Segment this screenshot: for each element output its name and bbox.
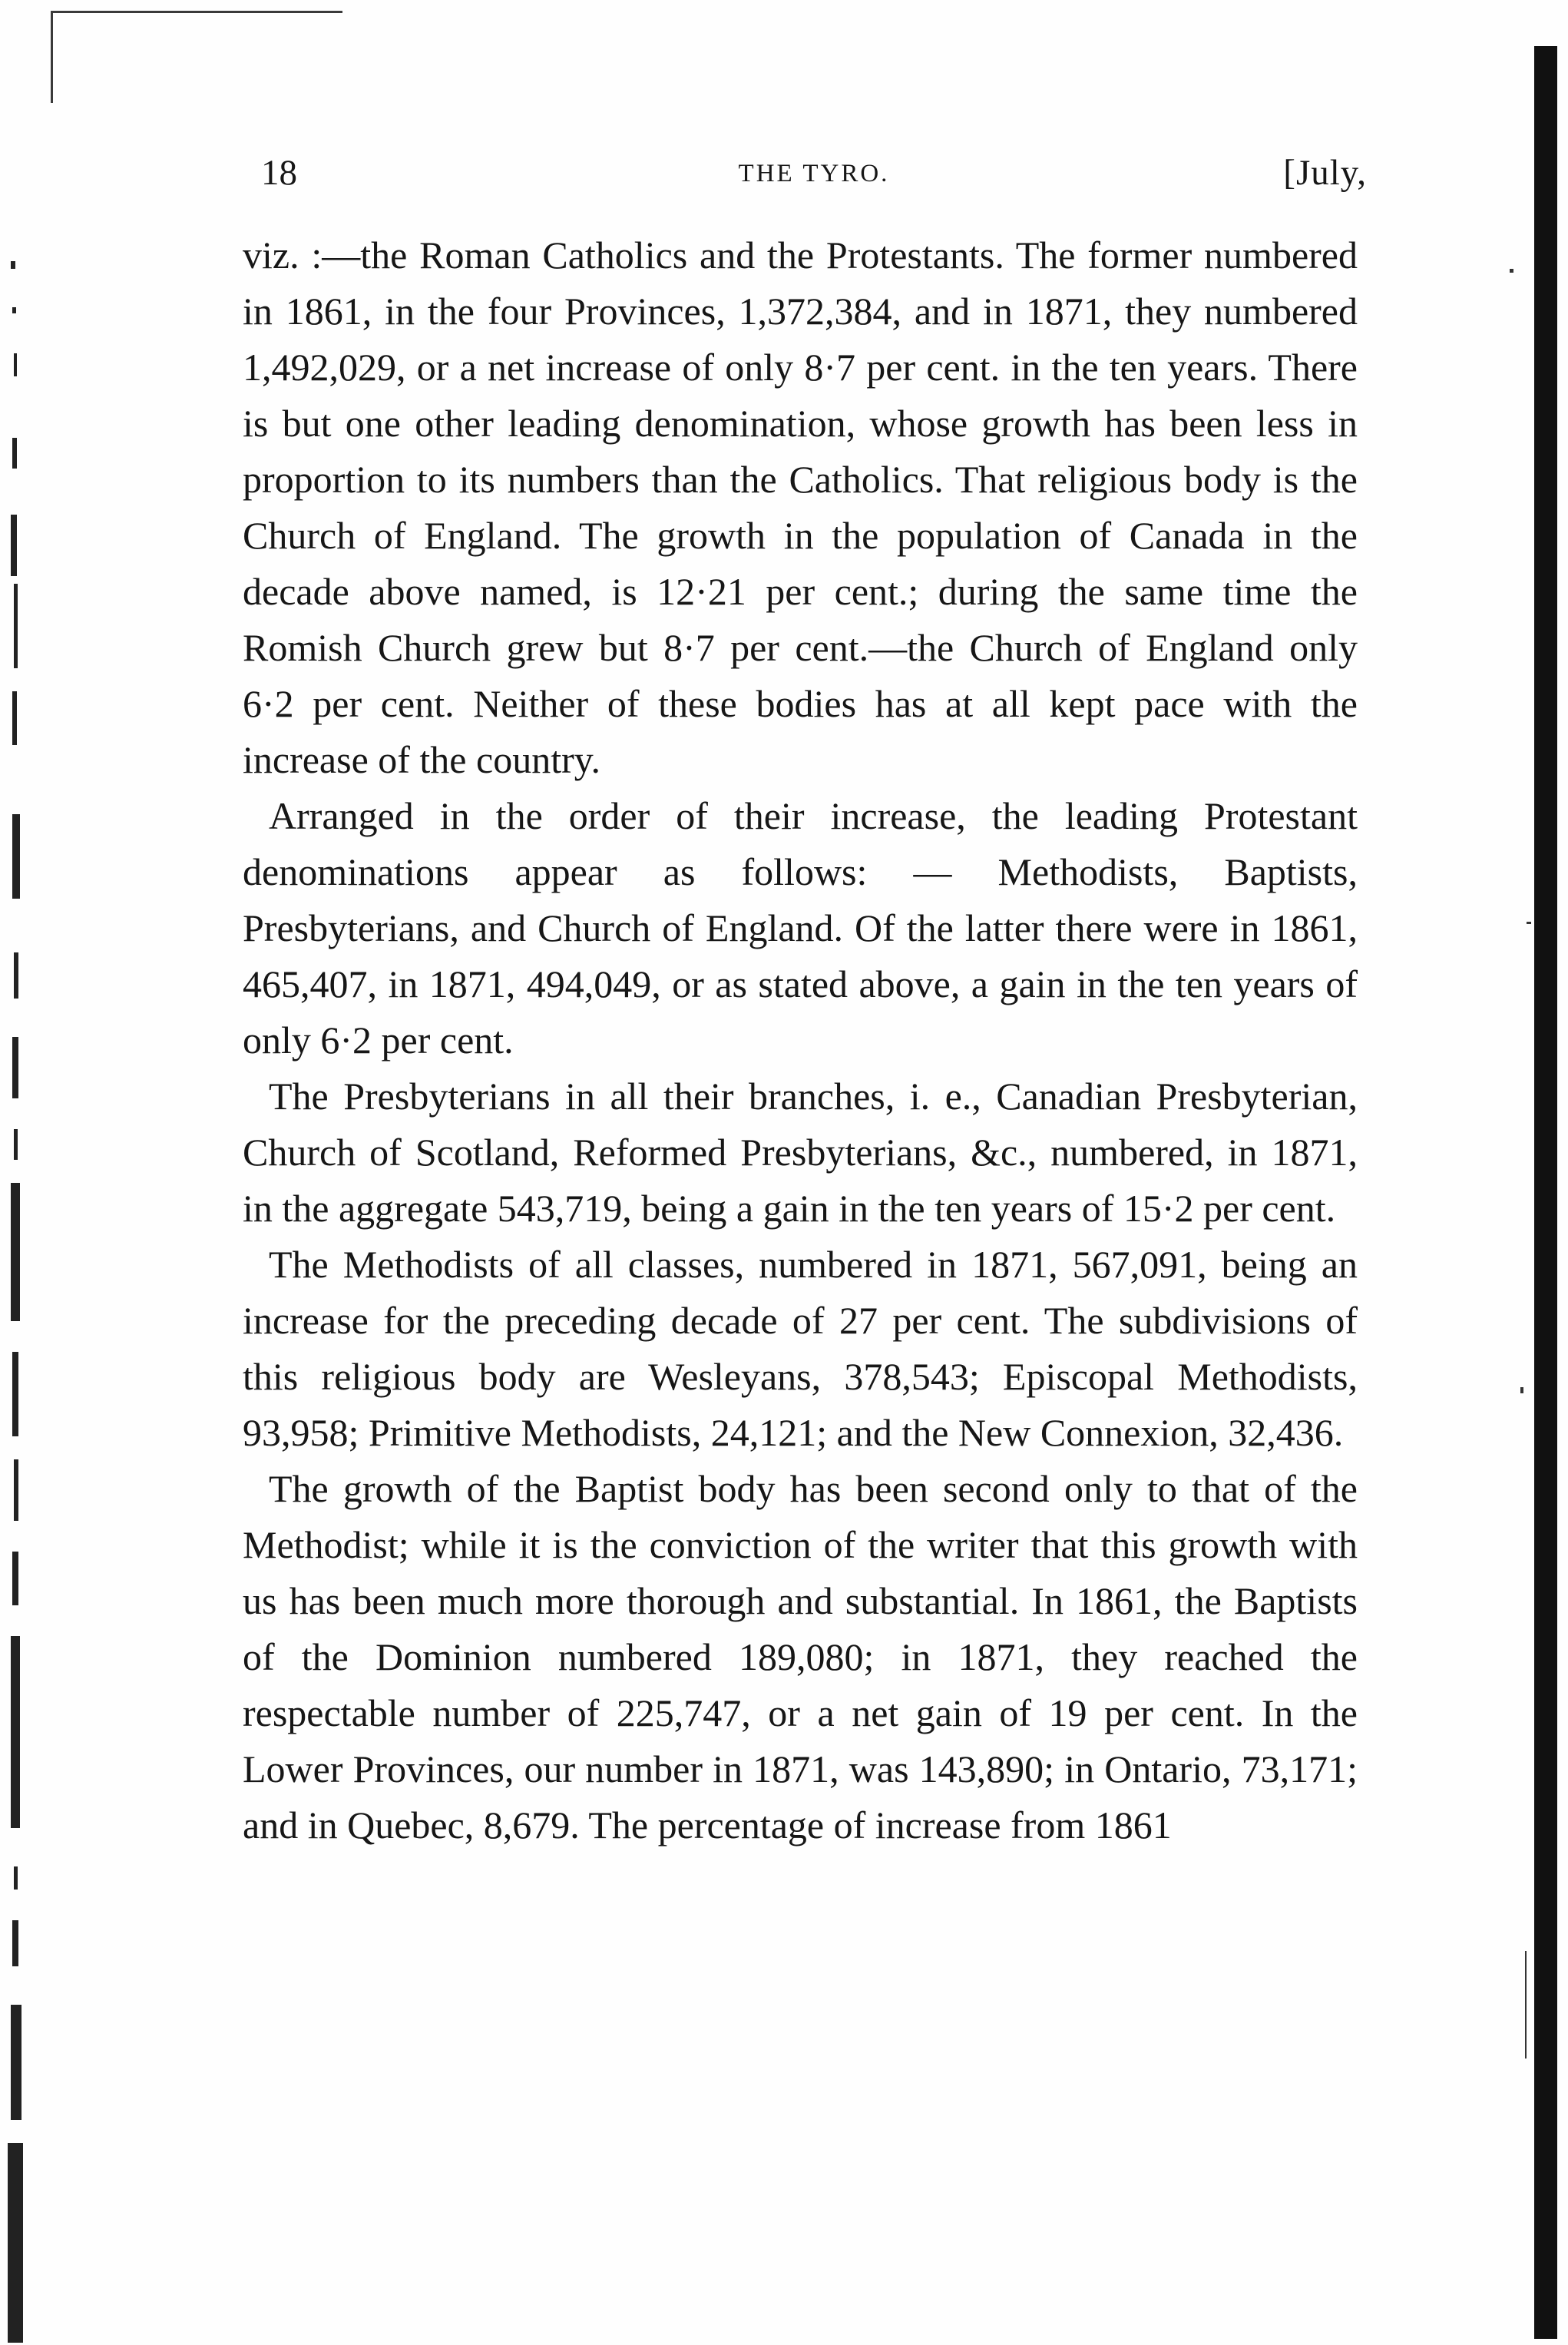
scan-border-top xyxy=(51,11,342,13)
paragraph: The growth of the Baptist body has been second only to that of the Methodist; while it is the conviction of the writer that this growth with us has been much more thorough and substantial. In 1861, the Baptists of the Dominion numbered 189,080; in 1871, they reached the respectable number of 225,747, or a net gain of 19 per cent. In the Lower Provinces, our number in 1871, was 143,890; in Ontario, 73,171; and in Quebec, 8,679. The percentage of increase from 1861 xyxy=(243,1467,1358,1847)
margin-mark-right xyxy=(1525,1951,1527,2058)
scan-binding-shadow xyxy=(1534,46,1557,2339)
paragraph: Arranged in the order of their increase, the leading Protestant denominations appear as follows: — Methodists, Baptists, Presbyterians, and Church of England. Of the latter there were in 1861, 465,407, in 1871, 494,049, or as stated above, a gain in the ten years of only 6·2 per cent. xyxy=(243,794,1358,1062)
paragraph: The Methodists of all classes, numbered in 1871, 567,091, being an increase for the preceding decade of 27 per cent. The subdivisions of this religious body are Wesleyans, 378,543; Episcopal Methodists, 93,958; Primitive Methodists, 24,121; and the New Connexion, 32,436. xyxy=(243,1243,1358,1454)
margin-mark-right xyxy=(1520,1387,1523,1393)
running-title: THE TYRO. xyxy=(738,160,890,187)
paragraph: The Presbyterians in all their branches, i. e., Canadian Presbyterian, Church of Scotland, Reformed Presbyterians, &c., numbered, in 1871, in the aggregate 543,719, being a gain in the ten years of 15·2 per cent. xyxy=(243,1075,1358,1230)
margin-mark-right xyxy=(1527,922,1531,924)
paragraph: viz. :—the Roman Catholics and the Protestants. The former numbered in 1861, in the four Provinces, 1,372,384, and in 1871, they numbered 1,492,029, or a net increase of only 8·7 per cent. in the ten years. There is but one other leading denomination, whose growth has been less in proportion to its numbers than the Catholics. That religious body is the Church of England. The growth in the population of Canada in the decade above named, is 12·21 per cent.; during the same time the Romish Church grew but 8·7 per cent.—the Church of England only 6·2 per cent. Neither of these bodies has at all kept pace with the increase of the country. xyxy=(243,234,1358,781)
issue-label: [July, xyxy=(1283,153,1367,193)
margin-mark-right xyxy=(1510,269,1513,273)
running-header xyxy=(261,152,1367,198)
page-number: 18 xyxy=(261,153,297,193)
scan-border-left xyxy=(51,11,53,103)
body-text xyxy=(243,227,1358,1853)
margin-scan-artifacts xyxy=(3,261,57,2343)
